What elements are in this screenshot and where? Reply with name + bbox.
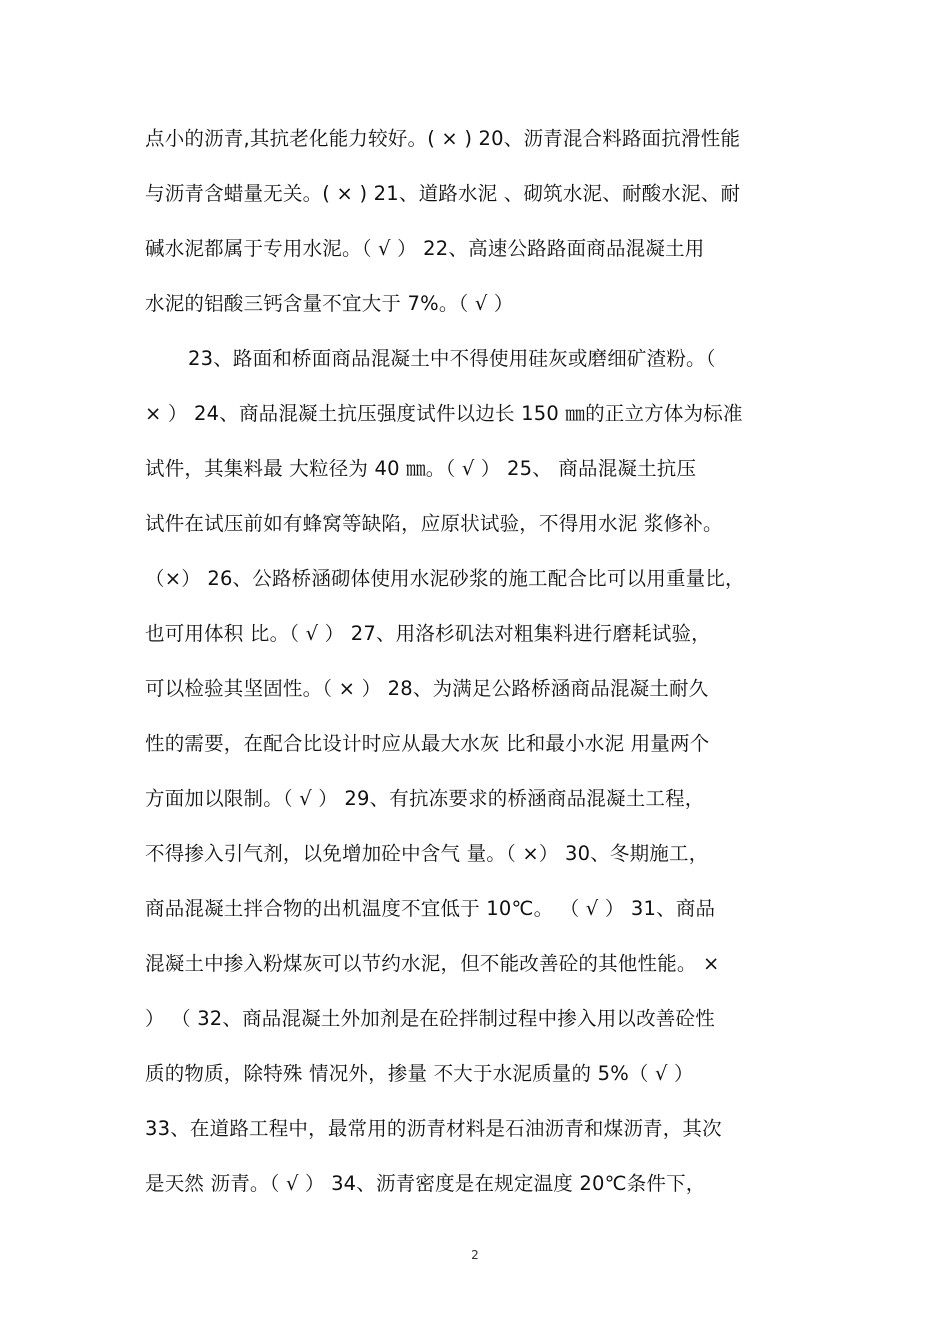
text-line: 商品混凝土拌合物的出机温度不宜低于 10℃。 （ √ ） 31、商品: [145, 897, 716, 920]
text-line: 可以检验其坚固性。（ × ） 28、为满足公路桥涵商品混凝土耐久: [145, 677, 709, 700]
body-text: [145, 122, 825, 1222]
text-line: 试件在试压前如有蜂窝等缺陷，应原状试验，不得用水泥 浆修补。: [145, 512, 723, 535]
text-line: 混凝土中掺入粉煤灰可以节约水泥，但不能改善砼的其他性能。 ×: [145, 952, 720, 975]
page-number: 2: [471, 1248, 479, 1262]
text-line: 碱水泥都属于专用水泥。（ √ ） 22、高速公路路面商品混凝土用: [145, 237, 705, 260]
text-line: 也可用体积 比。（ √ ） 27、用洛杉矶法对粗集料进行磨耗试验，: [145, 622, 711, 645]
text-line: ） （ 32、商品混凝土外加剂是在砼拌制过程中掺入用以改善砼性: [145, 1007, 715, 1030]
text-line: 33、在道路工程中，最常用的沥青材料是石油沥青和煤沥青，其次: [145, 1117, 722, 1140]
text-line: 水泥的铝酸三钙含量不宜大于 7%。（ √ ）: [145, 292, 514, 315]
text-line: 不得掺入引气剂，以免增加砼中含气 量。（ ×） 30、冬期施工，: [145, 842, 709, 865]
text-line: 23、路面和桥面商品混凝土中不得使用硅灰或磨细矿渣粉。（: [188, 347, 716, 370]
text-line: 方面加以限制。（ √ ） 29、有抗冻要求的桥涵商品混凝土工程，: [145, 787, 705, 810]
text-line: 性的需要，在配合比设计时应从最大水灰 比和最小水泥 用量两个: [145, 732, 710, 755]
text-line: 点小的沥青,其抗老化能力较好。( × ) 20、沥青混合料路面抗滑性能: [145, 127, 741, 150]
text-line: 是天然 沥青。（ √ ） 34、沥青密度是在规定温度 20℃条件下，: [145, 1172, 706, 1195]
text-line: 试件，其集料最 大粒径为 40 ㎜。（ √ ） 25、 商品混凝土抗压: [145, 457, 697, 480]
text-line: 质的物质，除特殊 情况外，掺量 不大于水泥质量的 5%（ √ ）: [145, 1062, 694, 1085]
text-line: × ） 24、商品混凝土抗压强度试件以边长 150 ㎜的正立方体为标准: [145, 402, 743, 425]
text-line: （×） 26、公路桥涵砌体使用水泥砂浆的施工配合比可以用重量比，: [145, 567, 745, 590]
text-line: 与沥青含蜡量无关。( × ) 21、道路水泥 、砌筑水泥、耐酸水泥、耐: [145, 182, 741, 205]
